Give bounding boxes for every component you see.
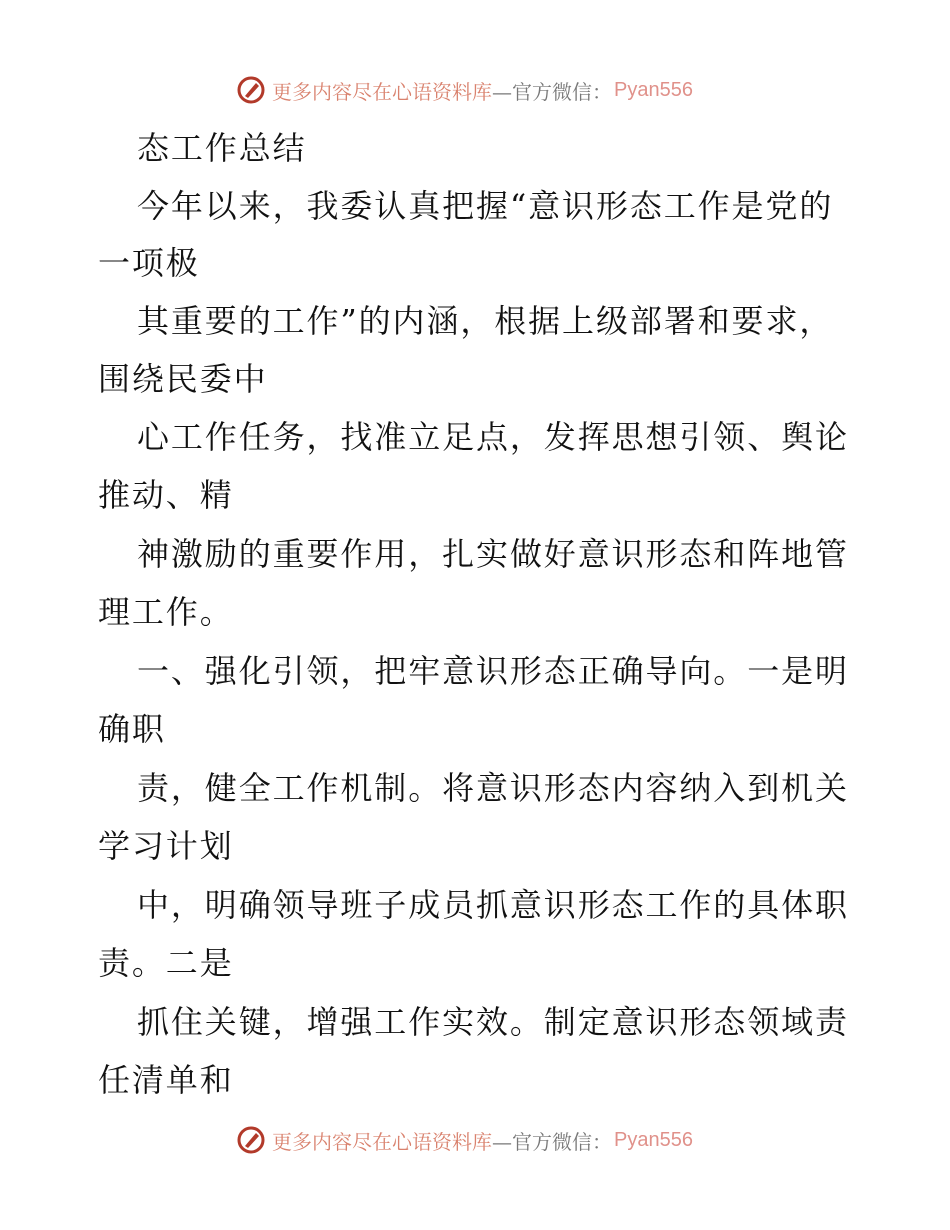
text-line: 抓住关键，增强工作实效。制定意识形态领域责: [137, 1003, 849, 1041]
watermark-brand: 更多内容尽在心语资料库: [272, 1129, 492, 1154]
text-line: 心工作任务，找准立足点，发挥思想引领、舆论: [137, 418, 849, 456]
text-line: 一、强化引领，把牢意识形态正确导向。一是明: [137, 652, 849, 690]
watermark-wechat-id: Pyan556: [614, 78, 693, 101]
text-line: 理工作。: [98, 593, 234, 631]
text-line: 责。二是: [98, 944, 234, 982]
pen-logo-icon: [236, 1125, 266, 1155]
text-line: 态工作总结: [137, 129, 307, 167]
pen-logo-icon: [236, 75, 266, 105]
footer-watermark: [236, 1125, 693, 1155]
text-line: 今年以来，我委认真把握“意识形态工作是党的: [137, 187, 834, 225]
text-line: 其重要的工作”的内涵，根据上级部署和要求，: [137, 302, 834, 340]
text-line: 一项极: [98, 244, 200, 282]
text-line: 神激励的重要作用，扎实做好意识形态和阵地管: [137, 535, 849, 573]
watermark-wechat-id: Pyan556: [614, 1128, 693, 1151]
header-watermark: [236, 75, 693, 105]
text-line: 中，明确领导班子成员抓意识形态工作的具体职: [137, 886, 849, 924]
watermark-separator: —官方微信：: [492, 1129, 612, 1154]
text-line: 任清单和: [98, 1061, 234, 1099]
text-line: 责，健全工作机制。将意识形态内容纳入到机关: [137, 769, 849, 807]
text-line: 推动、精: [98, 476, 234, 514]
text-line: 围绕民委中: [98, 360, 268, 398]
watermark-brand: 更多内容尽在心语资料库: [272, 79, 492, 104]
text-line: 学习计划: [98, 827, 234, 865]
text-line: 确职: [98, 710, 166, 748]
watermark-separator: —官方微信：: [492, 79, 612, 104]
